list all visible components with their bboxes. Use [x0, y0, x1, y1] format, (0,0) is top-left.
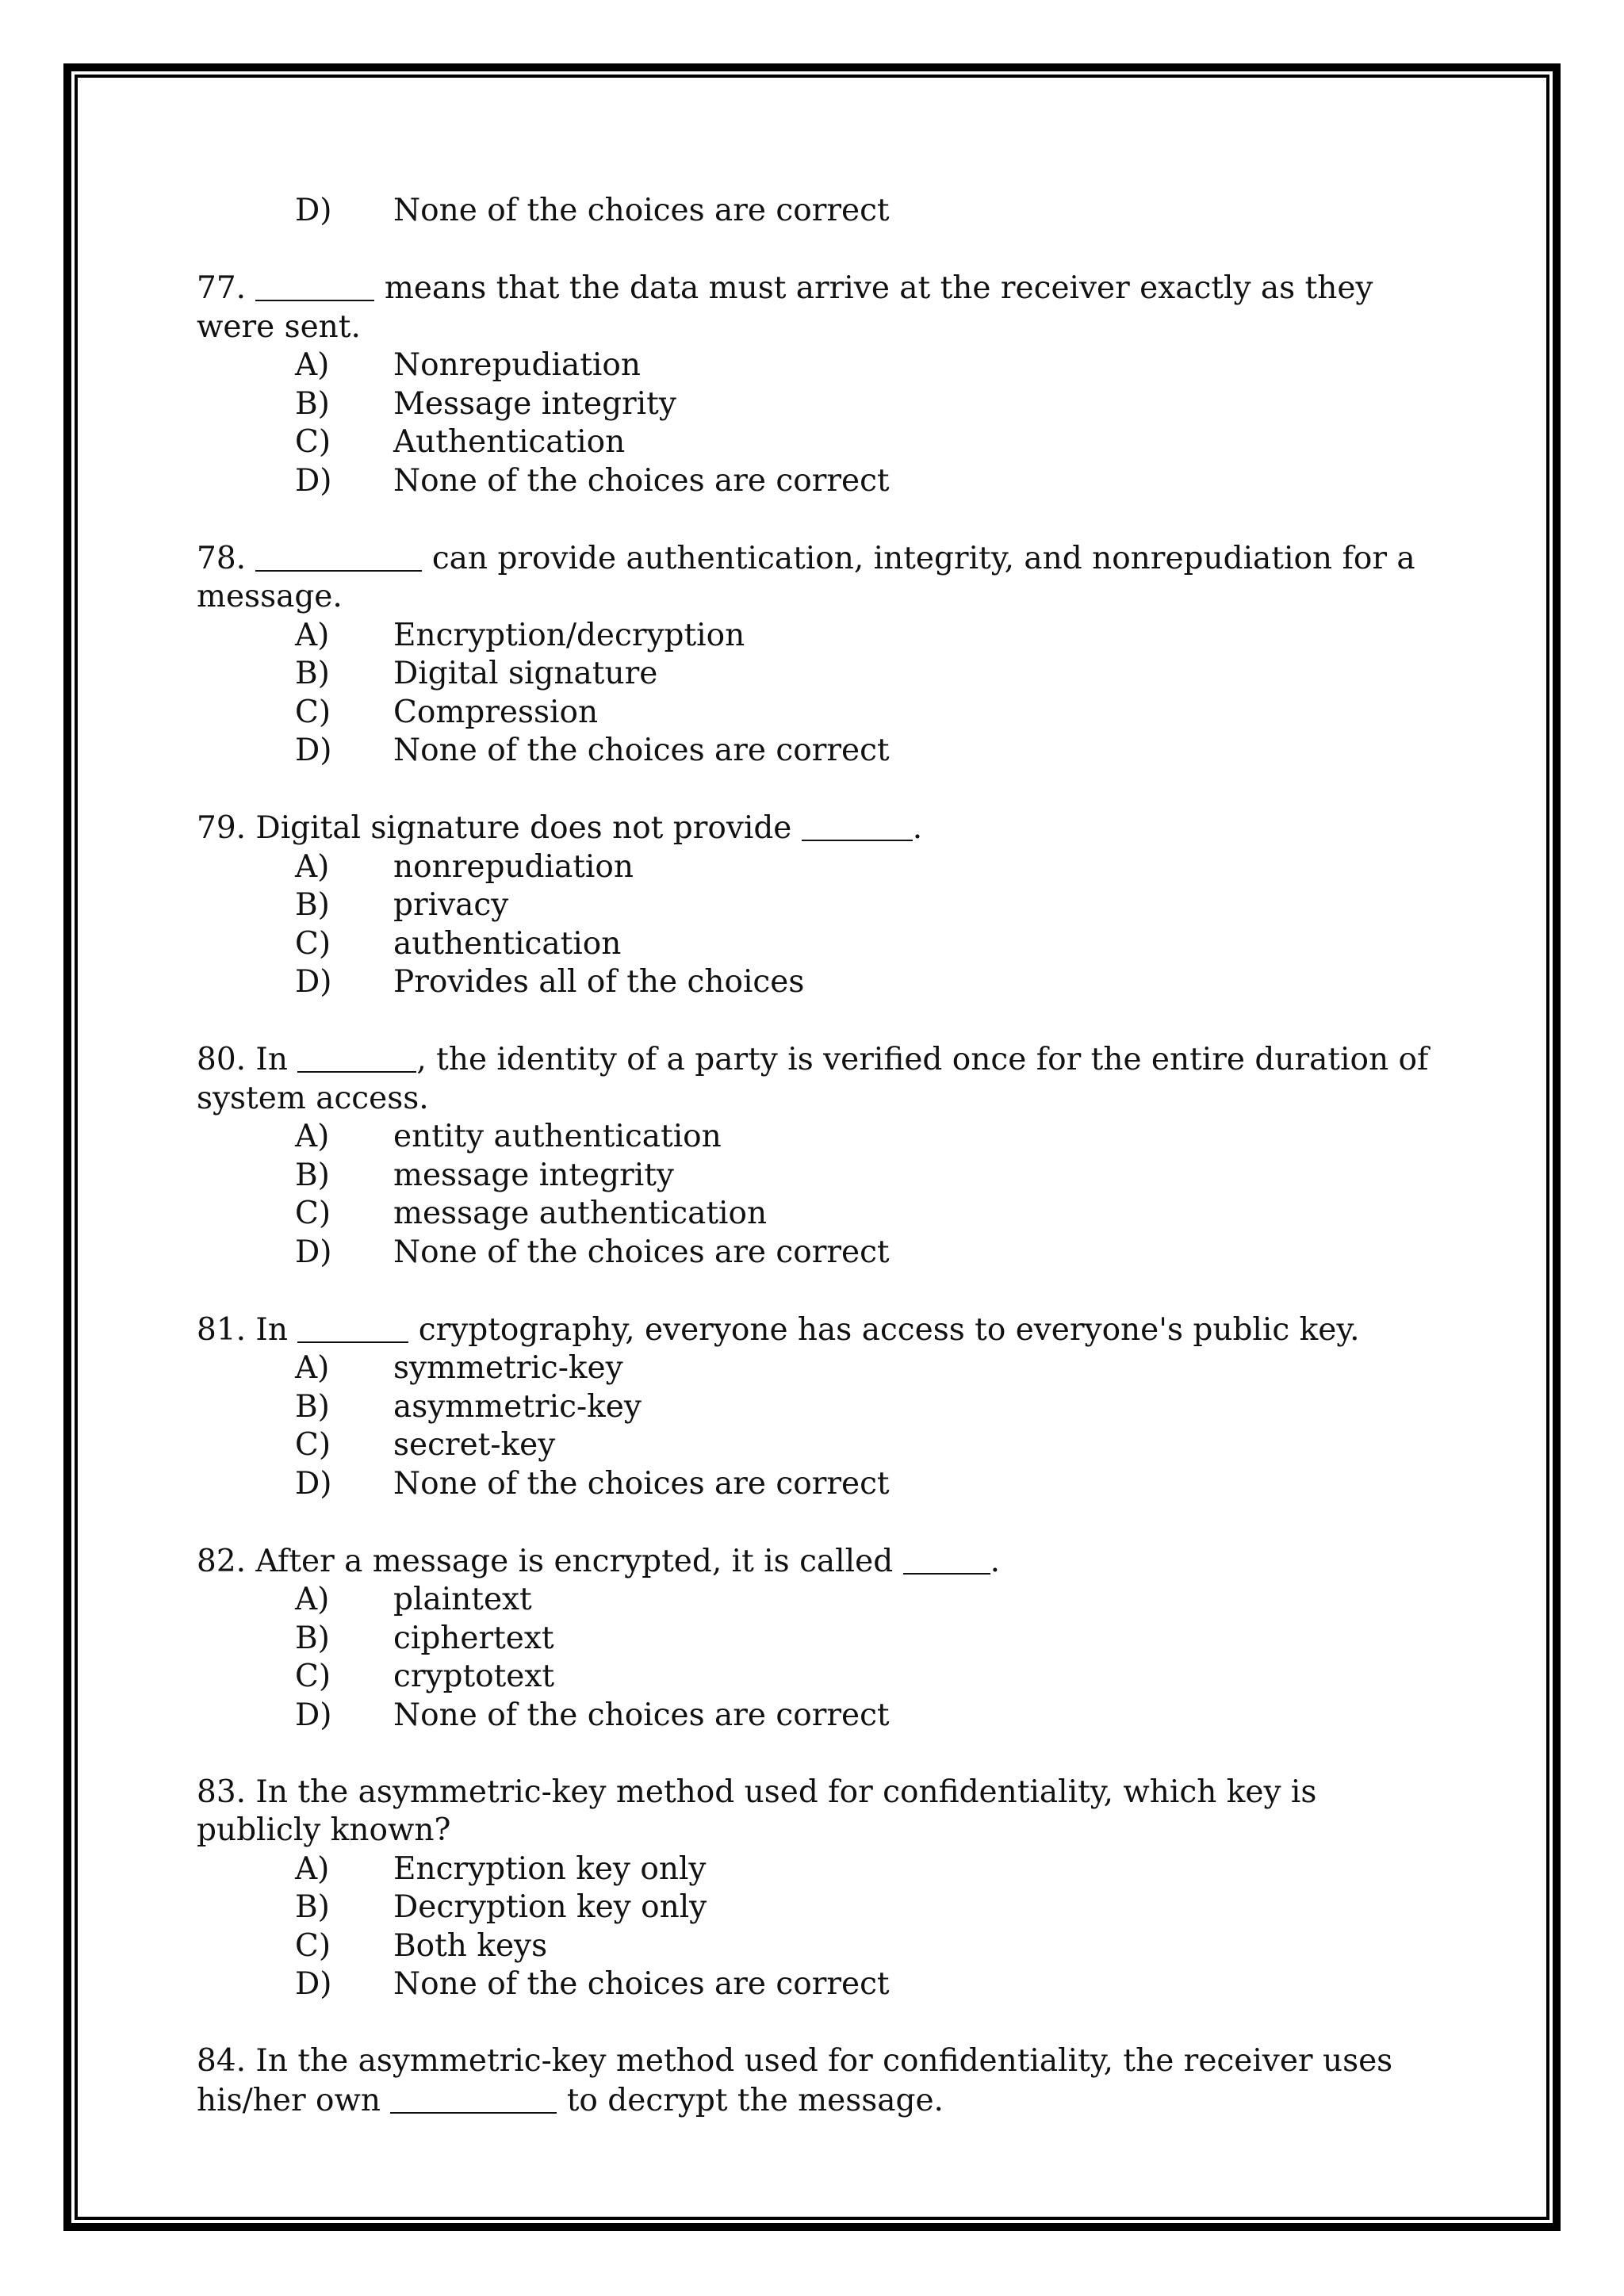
option-text: Encryption key only	[393, 1850, 707, 1887]
question-text	[197, 1774, 1434, 1850]
option-letter: D)	[295, 733, 332, 768]
option	[197, 1426, 1434, 1465]
answer-blank	[802, 809, 913, 841]
option-list	[197, 1581, 1434, 1735]
option	[197, 848, 1434, 887]
answer-blank	[255, 539, 422, 572]
option	[197, 192, 1434, 231]
question-number: 84.	[197, 2043, 247, 2079]
option	[197, 655, 1434, 694]
question-number: 78.	[197, 540, 247, 576]
option-text: cryptotext	[393, 1659, 555, 1694]
option-letter: B)	[295, 656, 330, 691]
option-letter: A)	[295, 617, 330, 653]
option-text: Nonrepudiation	[393, 347, 641, 383]
option-letter: D)	[295, 462, 332, 499]
question-text	[197, 1311, 1434, 1350]
option-text: authentication	[393, 925, 622, 962]
option	[197, 385, 1434, 424]
option	[197, 925, 1434, 964]
option-letter: A)	[295, 1582, 330, 1617]
question-text-before: In	[246, 1311, 298, 1348]
question-text	[197, 1542, 1434, 1582]
option-list	[197, 1850, 1434, 2004]
option-text: asymmetric-key	[393, 1388, 642, 1425]
option	[197, 423, 1434, 462]
option-list	[197, 346, 1434, 500]
option-letter: C)	[295, 694, 331, 730]
option	[197, 1927, 1434, 1966]
option-letter: B)	[295, 887, 330, 923]
option-text: None of the choices are correct	[393, 1966, 890, 2002]
option-letter: B)	[295, 1157, 330, 1193]
option-list	[197, 848, 1434, 1002]
option	[197, 346, 1434, 385]
option-letter: C)	[295, 925, 331, 962]
question-text-before: In the asymmetric-key method used for confidentiality, the receiver uses his/her own	[197, 2043, 1393, 2118]
option-text: None of the choices are correct	[393, 193, 890, 228]
option-text: Digital signature	[393, 656, 658, 691]
option-letter: A)	[295, 347, 330, 383]
option-letter: A)	[295, 848, 330, 885]
option-letter: B)	[295, 1889, 330, 1925]
option-text: message integrity	[393, 1157, 674, 1193]
question-79	[197, 809, 1434, 1002]
option-list	[197, 1118, 1434, 1272]
question-77	[197, 269, 1434, 500]
option-text: None of the choices are correct	[393, 1234, 890, 1270]
question-text-before: In	[246, 1042, 298, 1077]
option-text: None of the choices are correct	[393, 733, 890, 768]
question-number: 79.	[197, 810, 247, 846]
question-80	[197, 1040, 1434, 1272]
option	[197, 1195, 1434, 1234]
option-text: None of the choices are correct	[393, 462, 890, 499]
answer-blank	[903, 1542, 990, 1575]
option-text: entity authentication	[393, 1119, 722, 1154]
option	[197, 1234, 1434, 1272]
option-letter: C)	[295, 1659, 331, 1694]
option-letter: A)	[295, 1850, 330, 1887]
option-list	[197, 192, 1434, 231]
question-82	[197, 1542, 1434, 1735]
option-text: Both keys	[393, 1927, 548, 1964]
question-text-after: cryptography, everyone has access to everyone's public key.	[408, 1311, 1360, 1348]
option	[197, 462, 1434, 501]
option-letter: D)	[295, 1465, 332, 1502]
option	[197, 694, 1434, 733]
option	[197, 1581, 1434, 1620]
option	[197, 1965, 1434, 2004]
answer-blank	[297, 1311, 408, 1343]
question-text	[197, 1040, 1434, 1118]
option-text: Message integrity	[393, 385, 676, 422]
question-78	[197, 539, 1434, 771]
option-letter: B)	[295, 385, 330, 422]
option-letter: D)	[295, 1966, 332, 2002]
option-text: Encryption/decryption	[393, 617, 745, 653]
option-list	[197, 1349, 1434, 1503]
carryover-options	[197, 192, 1434, 231]
answer-blank	[255, 269, 374, 301]
option-text: plaintext	[393, 1582, 532, 1617]
option	[197, 1850, 1434, 1889]
question-text	[197, 809, 1434, 848]
option-text: Provides all of the choices	[393, 964, 805, 1000]
question-81	[197, 1311, 1434, 1504]
option-letter: B)	[295, 1388, 330, 1425]
option-text: ciphertext	[393, 1620, 554, 1656]
quiz-content	[197, 192, 1434, 2159]
option-text: None of the choices are correct	[393, 1465, 890, 1502]
question-text-before: In the asymmetric-key method used for confidentiality, which key is publicly known?	[197, 1774, 1317, 1848]
option-letter: D)	[295, 193, 332, 228]
option-list	[197, 617, 1434, 771]
option	[197, 732, 1434, 771]
option-text: Authentication	[393, 424, 626, 460]
option-text: secret-key	[393, 1427, 556, 1463]
option	[197, 1697, 1434, 1735]
option	[197, 1888, 1434, 1927]
option-letter: B)	[295, 1620, 330, 1656]
question-text-after: .	[990, 1543, 1000, 1579]
question-text-after: can provide authentication, integrity, and nonrepudiation for a message.	[197, 540, 1415, 614]
option-letter: C)	[295, 424, 331, 460]
question-text-before: Digital signature does not provide	[246, 810, 802, 846]
option-letter: C)	[295, 1196, 331, 1231]
option	[197, 963, 1434, 1002]
option-text: message authentication	[393, 1196, 768, 1231]
question-text	[197, 2042, 1434, 2120]
option-letter: C)	[295, 1427, 331, 1463]
option-text: None of the choices are correct	[393, 1697, 890, 1733]
option-text: nonrepudiation	[393, 848, 634, 885]
option-text: Decryption key only	[393, 1889, 707, 1925]
option	[197, 617, 1434, 656]
question-83	[197, 1774, 1434, 2004]
question-text-after: , the identity of a party is verified once for the entire duration of system access.	[197, 1042, 1429, 1116]
option-text: Compression	[393, 694, 599, 730]
answer-blank	[297, 1040, 416, 1073]
question-number: 80.	[197, 1042, 247, 1077]
option-letter: D)	[295, 1234, 332, 1270]
option	[197, 1157, 1434, 1196]
option	[197, 1388, 1434, 1427]
option-letter: A)	[295, 1350, 330, 1386]
question-text-after: means that the data must arrive at the receiver exactly as they were sent.	[197, 270, 1373, 345]
question-84	[197, 2042, 1434, 2120]
question-number: 83.	[197, 1774, 247, 1810]
question-text-before: After a message is encrypted, it is called	[246, 1543, 903, 1579]
option	[197, 1349, 1434, 1388]
question-number: 77.	[197, 270, 247, 306]
option-text: privacy	[393, 887, 509, 923]
option	[197, 1620, 1434, 1659]
question-text-after: .	[912, 810, 923, 846]
question-number: 82.	[197, 1543, 247, 1579]
question-text	[197, 269, 1434, 346]
option-letter: A)	[295, 1119, 330, 1154]
question-text	[197, 539, 1434, 617]
option	[197, 1118, 1434, 1157]
option	[197, 1658, 1434, 1697]
option-letter: D)	[295, 964, 332, 1000]
option-letter: D)	[295, 1697, 332, 1733]
option-text: symmetric-key	[393, 1350, 623, 1386]
answer-blank	[390, 2081, 557, 2114]
option	[197, 886, 1434, 925]
question-text-after: to decrypt the message.	[557, 2082, 944, 2118]
question-number: 81.	[197, 1311, 247, 1348]
option	[197, 1465, 1434, 1504]
option-letter: C)	[295, 1927, 331, 1964]
